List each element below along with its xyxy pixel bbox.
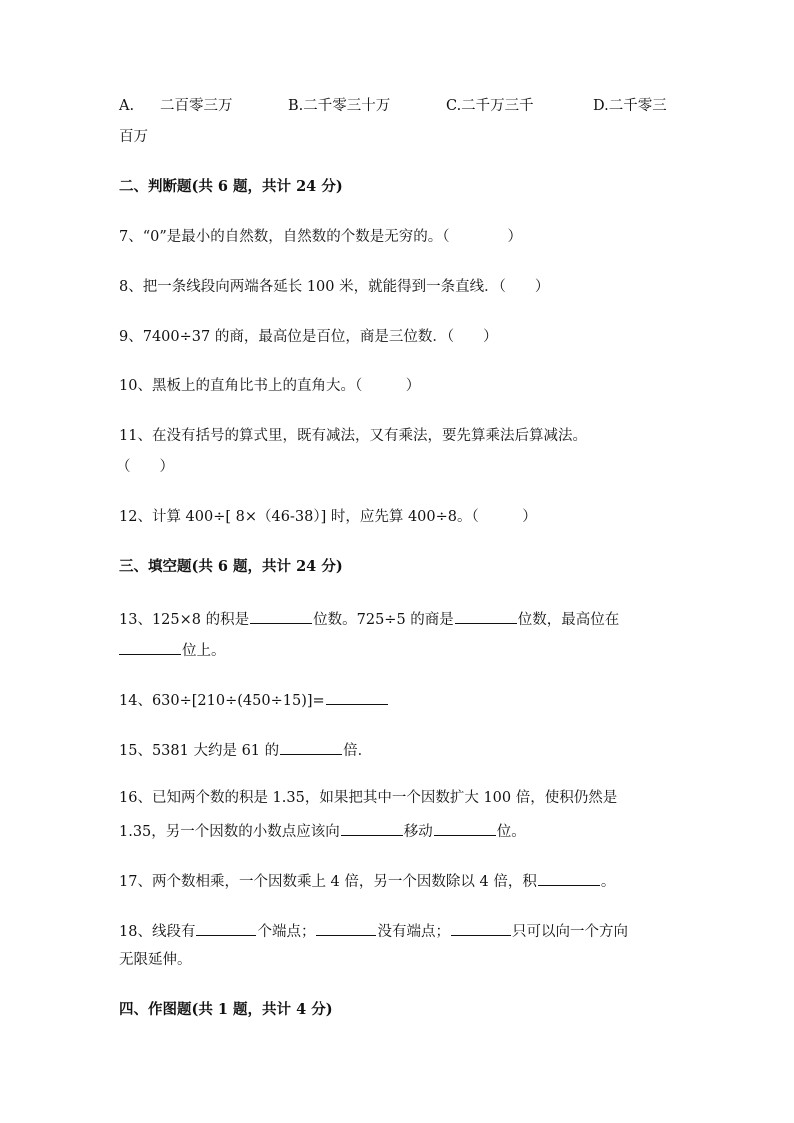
question-18-part-d: 只可以向一个方向 <box>511 924 628 940</box>
answer-blank[interactable] <box>434 819 496 836</box>
answer-blank[interactable] <box>538 869 600 886</box>
option-d-continuation: 百万 <box>119 129 148 145</box>
option-a-label: A. <box>119 98 135 114</box>
answer-blank[interactable] <box>119 638 181 655</box>
question-11: 11、在没有括号的算式里，既有减法，又有乘法，要先算乘法后算减法。 <box>119 428 587 444</box>
question-13-part-c: 位数，最高位在 <box>517 612 620 628</box>
answer-blank[interactable] <box>455 607 517 624</box>
question-16-line-2 <box>119 819 526 842</box>
question-13-part-d: 位上。 <box>182 643 226 659</box>
question-15-part-a: 15、5381 大约是 61 的 <box>119 743 280 759</box>
question-15-part-b: 倍． <box>343 743 373 759</box>
question-10: 10、黑板上的直角比书上的直角大。（ ） <box>119 378 421 394</box>
question-16: 16、已知两个数的积是 1.35，如果把其中一个因数扩大 100 倍，使积仍然是 <box>119 790 618 806</box>
question-7: 7、“0”是最小的自然数，自然数的个数是无穷的。（ ） <box>119 229 523 245</box>
section-2-title: 二、判断题(共 6 题，共计 24 分) <box>119 178 343 195</box>
question-13-line-2 <box>119 638 226 661</box>
section-3-title: 三、填空题(共 6 题，共计 24 分) <box>119 558 343 575</box>
answer-blank[interactable] <box>341 819 403 836</box>
question-17-part-b: 。 <box>600 874 616 890</box>
question-18-part-b: 个端点； <box>257 924 316 940</box>
option-c: C.二千万三千 <box>446 98 534 114</box>
answer-blank[interactable] <box>316 919 376 936</box>
answer-blank[interactable] <box>326 688 388 705</box>
section-4-title: 四、作图题(共 1 题，共计 4 分) <box>119 1001 333 1018</box>
question-13 <box>119 607 619 630</box>
question-17-part-a: 17、两个数相乘，一个因数乘上 4 倍，另一个因数除以 4 倍，积 <box>119 874 537 890</box>
question-15 <box>119 738 372 761</box>
question-13-part-a: 13、125×8 的积是 <box>119 612 250 628</box>
question-16-part-b: 1.35，另一个因数的小数点应该向 <box>119 824 340 840</box>
question-18-part-a: 18、线段有 <box>119 924 196 940</box>
question-14 <box>119 688 389 711</box>
question-18 <box>119 919 628 942</box>
question-17 <box>119 869 615 892</box>
question-9: 9、7400÷37 的商，最高位是百位，商是三位数．（ ） <box>119 329 498 345</box>
question-11-answer-paren: （ ） <box>116 459 174 475</box>
option-b: B.二千零三十万 <box>288 98 391 114</box>
question-16-part-c: 移动 <box>403 824 433 840</box>
answer-blank[interactable] <box>196 919 256 936</box>
option-a-text: 二百零三万 <box>160 98 233 114</box>
question-18-part-c: 没有端点； <box>377 924 450 940</box>
question-18-line-2: 无限延伸。 <box>119 952 192 968</box>
answer-blank[interactable] <box>451 919 511 936</box>
answer-blank[interactable] <box>280 738 342 755</box>
question-12: 12、计算 400÷[ 8×（46-38）] 时，应先算 400÷8。（ ） <box>119 509 537 525</box>
question-8: 8、把一条线段向两端各延长 100 米，就能得到一条直线．（ ） <box>119 279 550 295</box>
answer-blank[interactable] <box>250 607 312 624</box>
question-13-part-b: 位数。725÷5 的商是 <box>313 612 454 628</box>
question-16-part-d: 位。 <box>496 824 526 840</box>
question-14-text: 14、630÷[210÷(450÷15)]= <box>119 693 325 709</box>
option-d: D.二千零三 <box>593 98 667 114</box>
